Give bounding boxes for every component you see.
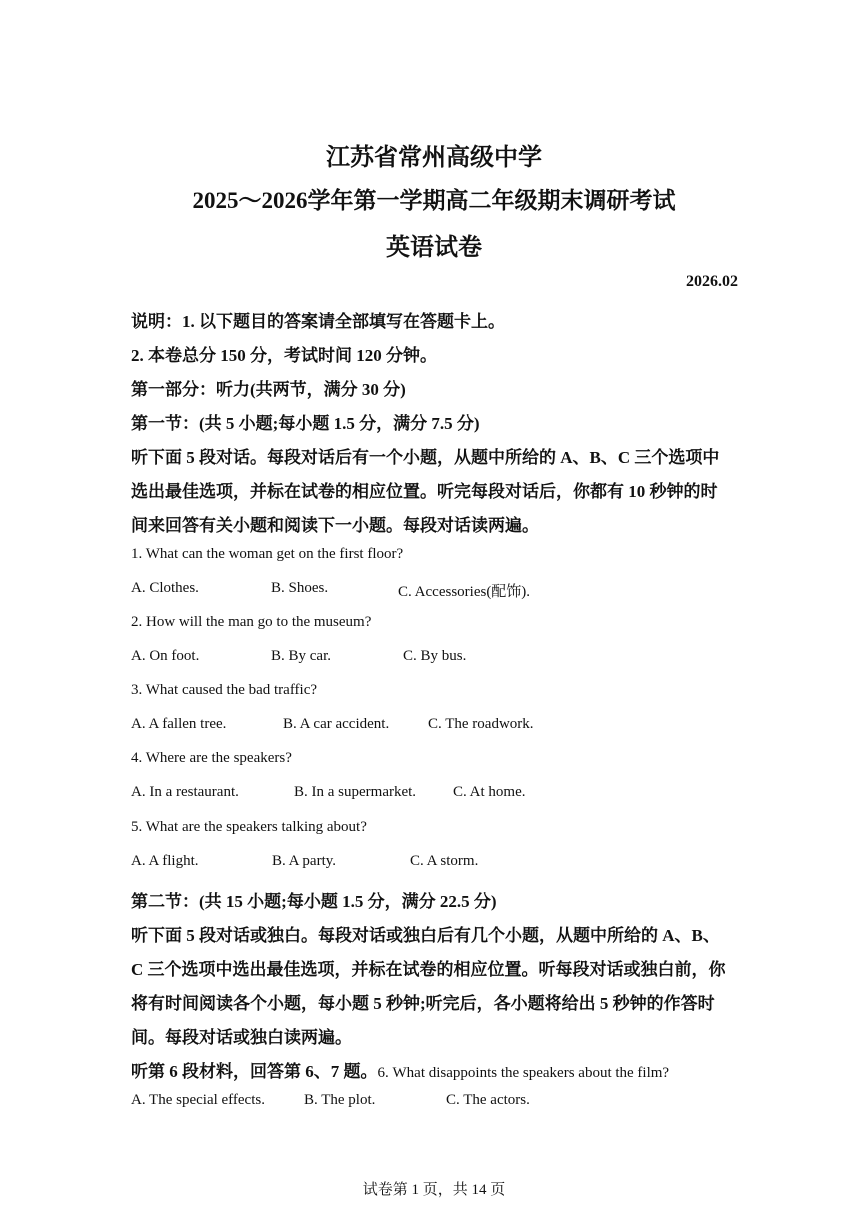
option-b: B. A car accident. bbox=[283, 716, 390, 732]
question-text: 1. What can the woman get on the first floor? bbox=[131, 546, 404, 562]
option-a: A. The special effects. bbox=[131, 1092, 265, 1108]
exam-date: 2026.02 bbox=[686, 273, 738, 290]
section1-instruction: 选出最佳选项，并标在试卷的相应位置。听完每段对话后，你都有 10 秒钟的时 bbox=[131, 482, 718, 501]
section1-heading: 第一节：(共 5 小题;每小题 1.5 分，满分 7.5 分) bbox=[131, 414, 480, 433]
school-title: 江苏省常州高级中学 bbox=[326, 145, 542, 171]
option-c: C. By bus. bbox=[403, 648, 467, 664]
question-text: 5. What are the speakers talking about? bbox=[131, 819, 367, 835]
option-b: B. In a supermarket. bbox=[294, 784, 417, 800]
option-b: B. The plot. bbox=[304, 1092, 376, 1108]
part1-heading: 第一部分：听力(共两节，满分 30 分) bbox=[131, 380, 406, 399]
option-a: A. Clothes. bbox=[131, 580, 199, 596]
exam-title: 2025～2026学年第一学期高二年级期末调研考试 bbox=[192, 188, 676, 213]
section2-instruction: 间。每段对话或独白读两遍。 bbox=[131, 1028, 352, 1047]
option-b: B. By car. bbox=[271, 648, 331, 664]
section2-heading: 第二节：(共 15 小题;每小题 1.5 分，满分 22.5 分) bbox=[131, 892, 497, 911]
question-text: 6. What disappoints the speakers about the film? bbox=[377, 1065, 670, 1081]
option-c: C. The actors. bbox=[446, 1092, 530, 1108]
section2-instruction: 听下面 5 段对话或独白。每段对话或独白后有几个小题，从题中所给的 A、B、 bbox=[131, 926, 720, 945]
option-b: B. Shoes. bbox=[271, 580, 329, 596]
option-c: C. Accessories(配饰). bbox=[398, 584, 531, 600]
section1-instruction: 间来回答有关小题和阅读下一小题。每段对话读两遍。 bbox=[131, 516, 539, 535]
option-c: C. The roadwork. bbox=[428, 716, 534, 732]
option-b: B. A party. bbox=[272, 853, 337, 869]
question-text: 4. Where are the speakers? bbox=[131, 750, 292, 766]
option-a: A. On foot. bbox=[131, 648, 200, 664]
note-line-2: 2. 本卷总分 150 分，考试时间 120 分钟。 bbox=[131, 346, 437, 365]
page-footer: 试卷第 1 页，共 14 页 bbox=[362, 1182, 506, 1198]
section1-instruction: 听下面 5 段对话。每段对话后有一个小题，从题中所给的 A、B、C 三个选项中 bbox=[131, 448, 720, 467]
subject-title: 英语试卷 bbox=[386, 235, 482, 261]
material-6-label: 听第 6 段材料，回答第 6、7 题。 bbox=[131, 1062, 378, 1081]
option-a: A. In a restaurant. bbox=[131, 784, 239, 800]
option-a: A. A fallen tree. bbox=[131, 716, 227, 732]
option-c: C. A storm. bbox=[410, 853, 479, 869]
section2-instruction: C 三个选项中选出最佳选项，并标在试卷的相应位置。听每段对话或独白前，你 bbox=[131, 960, 726, 979]
question-text: 3. What caused the bad traffic? bbox=[131, 682, 318, 698]
section2-instruction: 将有时间阅读各个小题，每小题 5 秒钟;听完后，各小题将给出 5 秒钟的作答时 bbox=[131, 994, 715, 1013]
option-a: A. A flight. bbox=[131, 853, 199, 869]
option-c: C. At home. bbox=[453, 784, 526, 800]
note-line-1: 说明：1. 以下题目的答案请全部填写在答题卡上。 bbox=[131, 312, 505, 331]
question-text: 2. How will the man go to the museum? bbox=[131, 614, 372, 630]
material-6-line bbox=[131, 1057, 669, 1082]
